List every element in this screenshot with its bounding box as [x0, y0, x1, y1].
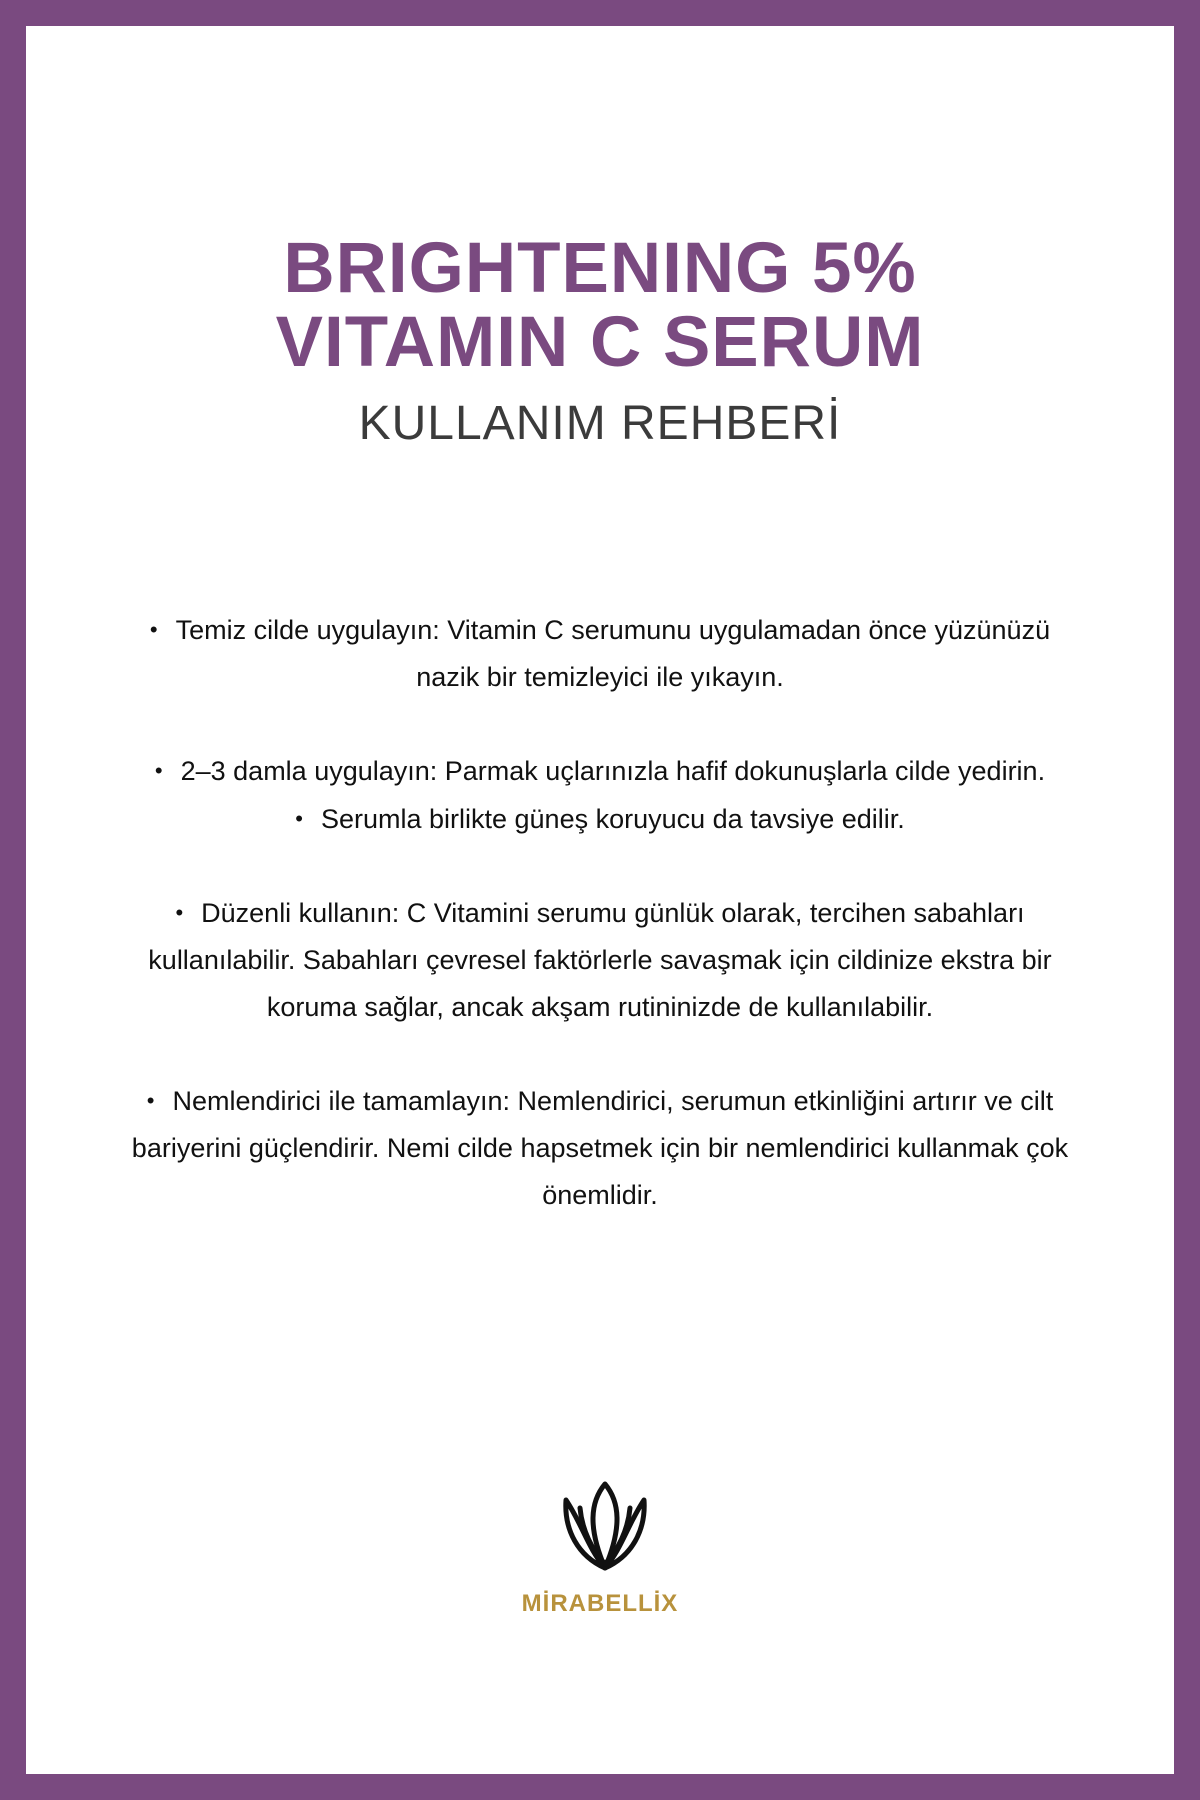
instructions-list	[120, 606, 1080, 1219]
bullet-icon: •	[175, 900, 184, 925]
list-item-text: Düzenli kullanın: C Vitamini serumu günlük olarak, tercihen sabahları kullanılabilir. Sabahları çevresel faktörlerle savaşmak için cildinize ekstra bir koruma sağlar, ancak akşam rutininizde de kullanılabilir.	[148, 898, 1052, 1022]
bullet-icon: •	[146, 1088, 155, 1113]
page-subtitle: KULLANIM REHBERİ	[358, 397, 842, 450]
list-item	[120, 747, 1080, 795]
list-item	[120, 795, 1080, 843]
bullet-icon: •	[149, 617, 158, 642]
list-item	[120, 1077, 1080, 1219]
lotus-logo-icon	[560, 1478, 650, 1574]
brand-name: MİRABELLİX	[521, 1590, 679, 1617]
list-item-text: 2–3 damla uygulayın: Parmak uçlarınızla hafif dokunuşlarla cilde yedirin.	[180, 756, 1046, 786]
page-title-line-1: BRIGHTENING 5%	[283, 229, 917, 308]
list-item	[120, 606, 1080, 701]
list-item-text: Nemlendirici ile tamamlayın: Nemlendirici, serumun etkinliğini artırır ve cilt bariyerini güçlendirir. Nemi cilde hapsetmek için bir nemlendirici kullanmak çok önemlidir.	[131, 1086, 1069, 1210]
title-block	[26, 229, 1174, 452]
list-item	[120, 889, 1080, 1031]
bullet-icon: •	[295, 806, 303, 831]
list-item-text: Temiz cilde uygulayın: Vitamin C serumunu uygulamadan önce yüzünüzü nazik bir temizleyici ile yıkayın.	[175, 615, 1051, 692]
bullet-icon: •	[154, 758, 163, 783]
list-item-text: Serumla birlikte güneş koruyucu da tavsiye edilir.	[320, 804, 905, 834]
page-title-line-2: VITAMIN C SERUM	[275, 303, 925, 382]
